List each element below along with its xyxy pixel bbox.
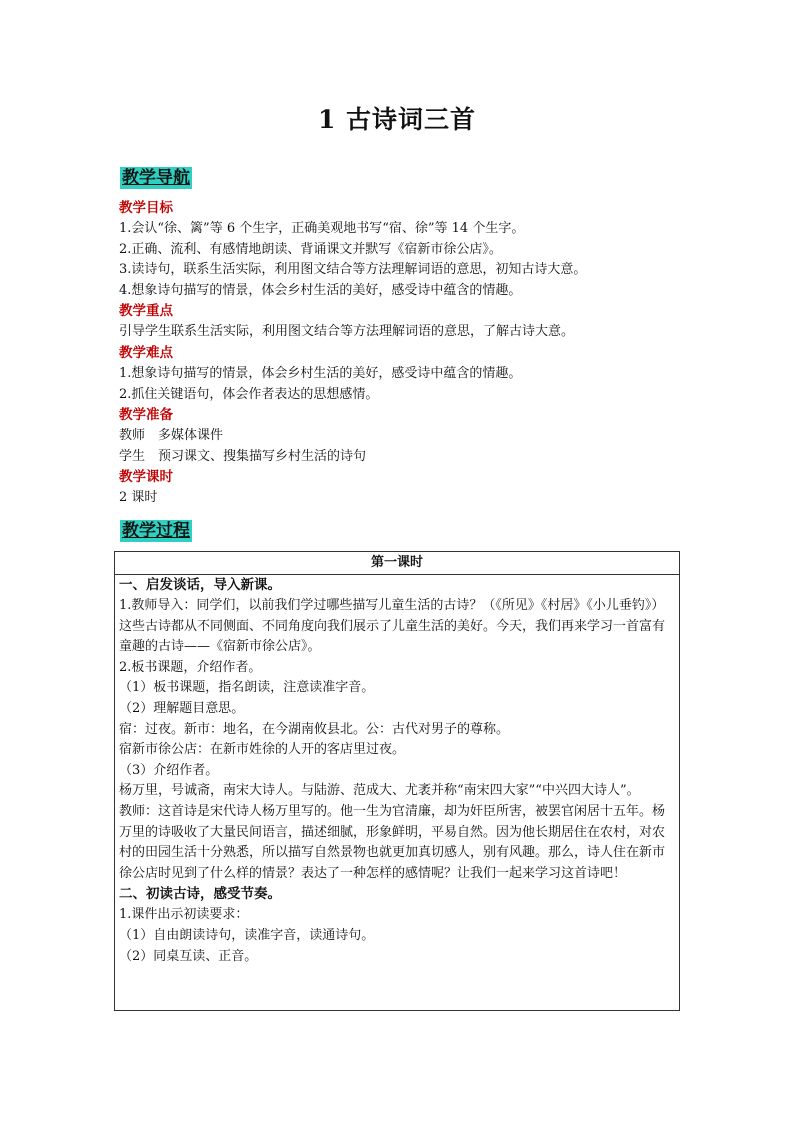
objective-item: 2.正确、流利、有感情地朗读、背诵课文并默写《宿新市徐公店》。 — [119, 241, 502, 257]
difficulty-item: 1.想象诗句描写的情景，体会乡村生活的美好，感受诗中蕴含的情趣。 — [119, 365, 522, 381]
difficulty-item: 2.抓住关键语句，体会作者表达的思想感情。 — [119, 386, 379, 402]
process-table — [114, 551, 680, 1011]
periods-item: 2 课时 — [119, 490, 158, 506]
process-paragraph: 宿：过夜。新市：地名，在今湖南攸县北。公：古代对男子的尊称。 — [119, 721, 510, 737]
page-title: 1 古诗词三首 — [317, 105, 477, 134]
process-paragraph: （3）介绍作者。 — [119, 762, 219, 778]
process-paragraph: 教师：这首诗是宋代诗人杨万里写的。他一生为官清廉，却为奸臣所害，被罢官闲居十五年。杨万里的诗吸收了大量民间语言，描述细腻，形象鲜明，平易自然。因为他长期居住在农村，对农村的田园生活十分熟悉，所以描写自然景物也就更加真切感人，别有风趣。那么，诗人住在新市徐公店时见到了什么样的情景？表达了一种怎样的感情呢？让我们一起来学习这首诗吧！ — [119, 803, 666, 881]
section-band-navigation: 教学导航 — [122, 168, 190, 188]
section-band-process: 教学过程 — [122, 521, 190, 541]
objective-item: 1.会认“徐、篱”等 6 个生字，正确美观地书写“宿、徐”等 14 个生字。 — [119, 221, 525, 236]
key-points-heading: 教学重点 — [119, 303, 173, 320]
preparation-item: 教师 多媒体课件 — [119, 428, 224, 444]
process-paragraph: 1.课件出示初读要求： — [119, 907, 249, 923]
periods-heading: 教学课时 — [119, 469, 173, 486]
process-paragraph: （2）同桌互读、正音。 — [119, 948, 258, 964]
process-paragraph: 2.板书课题，介绍作者。 — [119, 659, 262, 675]
key-point-item: 引导学生联系生活实际，利用图文结合等方法理解词语的意思，了解古诗大意。 — [119, 324, 575, 340]
objective-item: 3.读诗句，联系生活实际，利用图文结合等方法理解词语的意思，初知古诗大意。 — [119, 262, 587, 278]
difficulties-heading: 教学难点 — [119, 344, 173, 361]
process-paragraph: （2）理解题目意思。 — [119, 700, 245, 716]
objective-item: 4.想象诗句描写的情景，体会乡村生活的美好，感受诗中蕴含的情趣。 — [119, 282, 522, 298]
process-paragraph: （1）自由朗读诗句，读准字音，读通诗句。 — [119, 927, 375, 943]
process-table-body — [115, 575, 679, 967]
process-paragraph: 1.教师导入：同学们，以前我们学过哪些描写儿童生活的古诗？（《所见》《村居》《小儿垂钓》）这些古诗都从不同侧面、不同角度向我们展示了儿童生活的美好。今天，我们再来学习一首富有童趣的古诗——《宿新市徐公店》。 — [119, 598, 666, 655]
preparation-heading: 教学准备 — [119, 407, 173, 424]
objectives-heading: 教学目标 — [119, 200, 173, 216]
process-section-heading: 二、初读古诗，感受节奏。 — [119, 886, 281, 903]
process-paragraph: 杨万里，号诚斋，南宋大诗人。与陆游、范成大、尤袤并称“南宋四大家”“中兴四大诗人”。 — [119, 783, 640, 799]
process-paragraph: 宿新市徐公店：在新市姓徐的人开的客店里过夜。 — [119, 742, 406, 758]
process-paragraph: （1）板书课题，指名朗读，注意读准字音。 — [119, 680, 375, 696]
teaching-navigation — [119, 198, 689, 509]
preparation-item: 学生 预习课文、搜集描写乡村生活的诗句 — [119, 448, 367, 464]
process-section-heading: 一、启发谈话，导入新课。 — [119, 577, 281, 593]
process-table-header: 第一课时 — [115, 552, 679, 575]
